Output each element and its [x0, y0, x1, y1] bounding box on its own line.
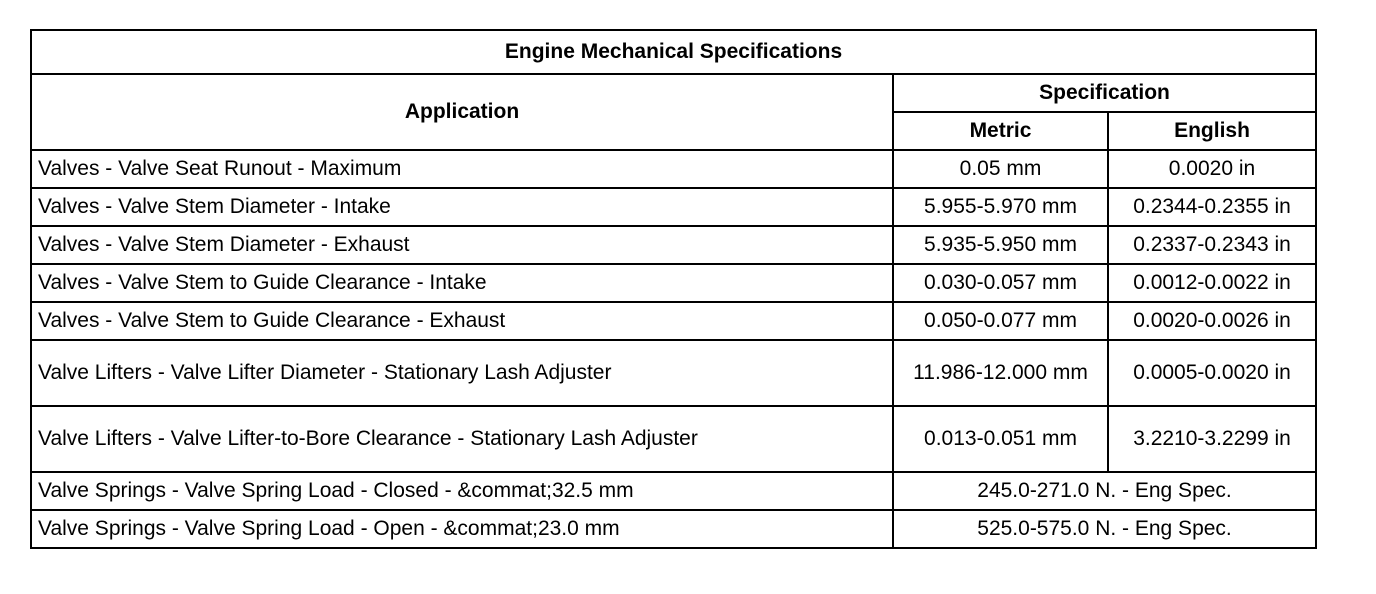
combined-spec-cell: 245.0-271.0 N. - Eng Spec.: [893, 472, 1316, 510]
table-row: [31, 150, 1316, 188]
table-row: [31, 226, 1316, 264]
metric-cell: 0.030-0.057 mm: [893, 264, 1108, 302]
english-cell: 0.2344-0.2355 in: [1108, 188, 1316, 226]
metric-cell: 5.955-5.970 mm: [893, 188, 1108, 226]
english-cell: 0.2337-0.2343 in: [1108, 226, 1316, 264]
metric-cell: 11.986-12.000 mm: [893, 340, 1108, 406]
application-cell: Valve Springs - Valve Spring Load - Open - &commat;23.0 mm: [31, 510, 893, 548]
combined-spec-cell: 525.0-575.0 N. - Eng Spec.: [893, 510, 1316, 548]
english-cell: 0.0005-0.0020 in: [1108, 340, 1316, 406]
metric-cell: 0.05 mm: [893, 150, 1108, 188]
application-cell: Valves - Valve Stem to Guide Clearance - Exhaust: [31, 302, 893, 340]
title-row: [31, 30, 1316, 74]
english-cell: 0.0020-0.0026 in: [1108, 302, 1316, 340]
specification-header: Specification: [893, 74, 1316, 112]
table-row: [31, 510, 1316, 548]
application-cell: Valves - Valve Stem Diameter - Intake: [31, 188, 893, 226]
metric-cell: 0.013-0.051 mm: [893, 406, 1108, 472]
english-header: English: [1108, 112, 1316, 150]
application-cell: Valve Lifters - Valve Lifter-to-Bore Clearance - Stationary Lash Adjuster: [31, 406, 893, 472]
table-row: [31, 406, 1316, 472]
table-row: [31, 302, 1316, 340]
metric-cell: 5.935-5.950 mm: [893, 226, 1108, 264]
application-cell: Valve Springs - Valve Spring Load - Closed - &commat;32.5 mm: [31, 472, 893, 510]
application-cell: Valve Lifters - Valve Lifter Diameter - Stationary Lash Adjuster: [31, 340, 893, 406]
table-title: Engine Mechanical Specifications: [31, 30, 1316, 74]
metric-cell: 0.050-0.077 mm: [893, 302, 1108, 340]
application-cell: Valves - Valve Seat Runout - Maximum: [31, 150, 893, 188]
engine-spec-table: [30, 29, 1317, 549]
table-row: [31, 188, 1316, 226]
table-row: [31, 472, 1316, 510]
english-cell: 0.0020 in: [1108, 150, 1316, 188]
header-row: [31, 74, 1316, 112]
metric-header: Metric: [893, 112, 1108, 150]
table-row: [31, 340, 1316, 406]
application-header: Application: [31, 74, 893, 150]
english-cell: 0.0012-0.0022 in: [1108, 264, 1316, 302]
application-cell: Valves - Valve Stem to Guide Clearance - Intake: [31, 264, 893, 302]
application-cell: Valves - Valve Stem Diameter - Exhaust: [31, 226, 893, 264]
english-cell: 3.2210-3.2299 in: [1108, 406, 1316, 472]
table-row: [31, 264, 1316, 302]
